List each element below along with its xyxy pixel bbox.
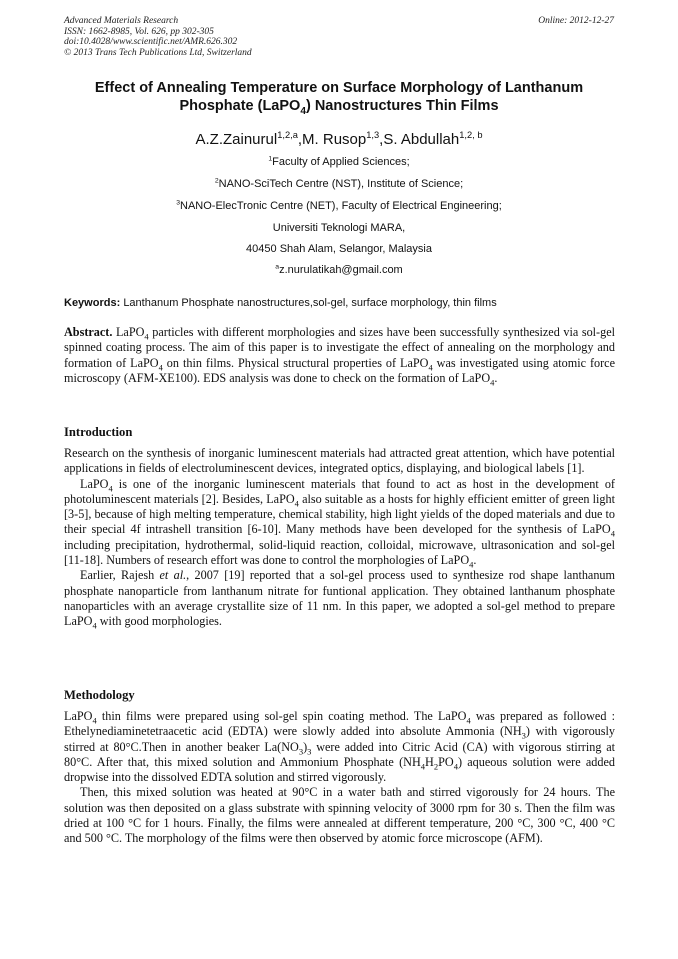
keywords bbox=[64, 296, 615, 310]
paper-title bbox=[40, 79, 638, 115]
methodology-heading: Methodology bbox=[64, 688, 135, 702]
abstract-label: Abstract. bbox=[64, 325, 113, 339]
affiliation-2: $^2$NANO-SciTech Centre (NST), Institute of Science; bbox=[214, 177, 464, 190]
affiliation-1: $^1$Faculty of Applied Sciences; bbox=[268, 155, 410, 168]
abstract: Abstract. LaPO$_4$ particles with different morphologies and sizes have been successfully synthesized via sol-gel spinned coating process. The aim of this paper is to investigate the effect of annealing on the morphology and formation of LaPO$_4$ on thin films. Physical structural properties of LaPO$_4$ was investigated using atomic force microscopy (AFM-XE100). EDS analysis was done to check on the formation of LaPO$_4$. bbox=[64, 325, 616, 388]
author-email: $^a$z.nurulatikah@gmail.com bbox=[275, 263, 403, 276]
author-3: ,S. Abdullah bbox=[379, 131, 460, 148]
author-2: ,M. Rusop bbox=[297, 131, 367, 148]
doi-line: doi:10.4028/www.scientific.net/AMR.626.302 bbox=[64, 37, 238, 48]
author-1: A.Z.Zainurul bbox=[195, 131, 278, 148]
introduction-heading: Introduction bbox=[64, 425, 133, 439]
method-paragraph-2: Then, this mixed solution was heated at 90°C in a water bath and stirred vigorously for 24 hours. The solution was then deposited on a glass substrate with spinning velocity of 3000 rpm for 30 s. Then the film was dried at 100 °C for 1 hours. Finally, the films were annealed at different temperature, 200 °C, 300 °C, 400 °C and 500 °C. The morphology of the films were then observed by atomic force microscope (AFM). bbox=[64, 785, 615, 846]
introduction-body bbox=[64, 446, 615, 630]
affiliation-3: $^3$NANO-ElecTronic Centre (NET), Faculty of Electrical Engineering; bbox=[176, 199, 502, 212]
journal-header bbox=[64, 16, 252, 58]
issn-line: ISSN: 1662-8985, Vol. 626, pp 302-305 bbox=[64, 26, 214, 37]
methodology-body bbox=[64, 709, 615, 847]
author-list: A.Z.Zainurul$^{1,2,a}$,M. Rusop$^{1,3}$,S. Abdullah$^{1,2, b}$ bbox=[195, 130, 483, 148]
keywords-label: Keywords: bbox=[64, 297, 121, 309]
title-line-1: Effect of Annealing Temperature on Surface Morphology of Lanthanum bbox=[94, 80, 584, 96]
method-paragraph-1: LaPO$_4$ thin films were prepared using sol-gel spin coating method. The LaPO$_4$ was prepared as followed : Ethelynediaminetetraacetic acid (EDTA) were slowly added into absolute Ammonia $(NH_3)$ with vigorously stirred at 80°C.Then in another beaker $La(NO_3)_3$ were added into Citric Acid (CA) with vigorous stirring at 80°C. After that, this mixed solution and Ammonium Phosphate $(NH_4H_2PO_4)$ aqueous solution were added dropwise into the dissolved EDTA solution and stirred vigorously. bbox=[64, 709, 615, 785]
affiliation-address: 40450 Shah Alam, Selangor, Malaysia bbox=[246, 243, 432, 255]
online-date: Online: 2012-12-27 bbox=[538, 16, 614, 26]
journal-name: Advanced Materials Research bbox=[64, 16, 179, 26]
intro-paragraph-3: Earlier, Rajesh et al., 2007 [19] reported that a sol-gel process used to synthesize rod shape lanthanum phosphate nanoparticle from lanthanum nitrate for funtional application. They obtained lanthanum phosphate nanoparticles with an average crystallite size of 11 nm. In this paper, we adopted a sol-gel method to prepare LaPO$_4$ with good morphologies. bbox=[64, 568, 615, 631]
affiliation-university: Universiti Teknologi MARA, bbox=[272, 222, 406, 234]
title-line-2: Phosphate (LaPO$_4$) Nanostructures Thin Films bbox=[179, 98, 499, 117]
copyright-line: © 2013 Trans Tech Publications Ltd, Switzerland bbox=[64, 47, 252, 58]
intro-paragraph-1: Research on the synthesis of inorganic luminescent materials had attracted great attention, which have potential applications in fields of electroluminescent devices, integrated optics, displaying, and biological labels [1]. bbox=[64, 446, 615, 476]
intro-paragraph-2: LaPO$_4$ is one of the inorganic luminescent materials that found to act as host in the development of photoluminescent materials [2]. Besides, LaPO$_4$ also suitable as a hosts for highly efficient emitter of green light [3-5], because of high melting temperature, chemical stability, high light yields of the doped materials and due to their special 4f intrashell transition [6-10]. Many methods have been developed for the synthesis of LaPO$_4$ including precipitation, hydrothermal, solid-liquid reaction, colloidal, microwave, ultrasonication and sol-gel [11-18]. Numbers of research effort was done to control the morphologies of LaPO$_4$. bbox=[64, 476, 615, 570]
keywords-text: Lanthanum Phosphate nanostructures,sol-gel, surface morphology, thin films bbox=[123, 297, 497, 309]
